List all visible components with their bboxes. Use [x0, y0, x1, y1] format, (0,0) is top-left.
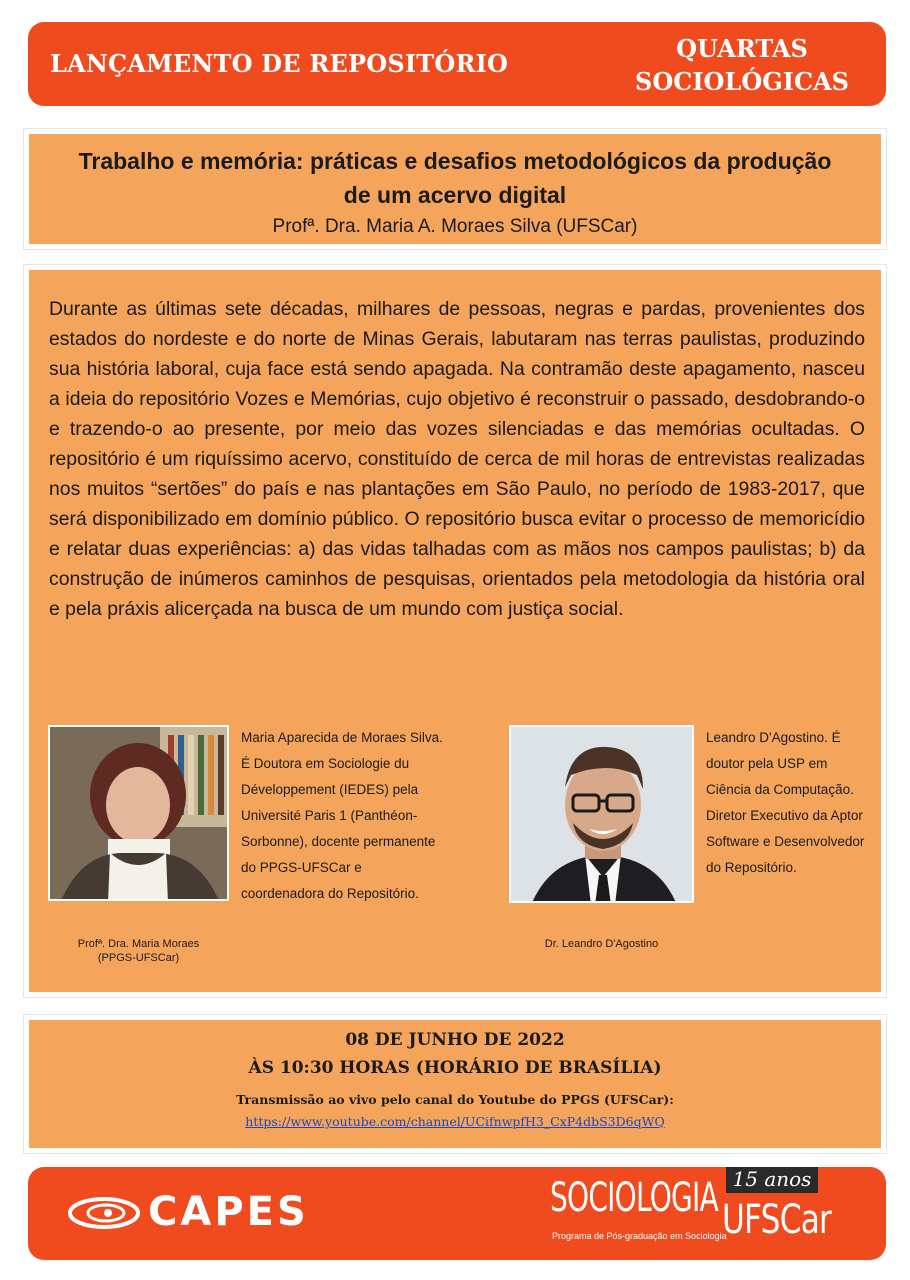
- caption-leandro-name: Dr. Leandro D'Agostino: [544, 938, 659, 950]
- top-banner: [28, 22, 886, 106]
- series-title-line2: SOCIOLÓGICAS: [634, 67, 850, 96]
- caption-maria-name: Profª. Dra. Maria Moraes: [77, 938, 200, 950]
- event-time: ÀS 10:30 HORAS (HORÁRIO DE BRASÍLIA): [248, 1058, 662, 1078]
- speaker-caption-leandro: [509, 937, 694, 951]
- banner-title: LANÇAMENTO DE REPOSITÓRIO: [50, 49, 509, 78]
- talk-speaker: Profª. Dra. Maria A. Moraes Silva (UFSCar): [272, 216, 638, 237]
- stream-info: Transmissão ao vivo pelo canal do Youtube do PPGS (UFSCar):: [236, 1092, 674, 1107]
- capes-logo-icon: [66, 1191, 146, 1235]
- speaker-photo-maria: [48, 725, 229, 901]
- series-title-line1: QUARTAS: [676, 34, 808, 63]
- talk-title: Trabalho e memória: práticas e desafios metodológicos da produção de um acervo digital: [78, 148, 832, 208]
- portrait-maria-illustration: [50, 727, 229, 901]
- speaker-bio-maria: Maria Aparecida de Moraes Silva. É Doutora em Sociologie du Développement (IEDES) pela Université Paris 1 (Panthéon-Sorbonne), docente permanente do PPGS-UFSCar e coordenadora do Repositório.: [241, 730, 443, 901]
- abstract-panel: [24, 265, 886, 997]
- anniversary-badge: 15 anos: [726, 1167, 818, 1193]
- talk-title-panel: [24, 129, 886, 249]
- speaker-caption-maria: [48, 937, 229, 965]
- capes-wordmark: CAPES: [148, 1189, 309, 1235]
- caption-maria-affiliation: (PPGS-UFSCar): [97, 952, 180, 964]
- sociologia-wordmark: SOCIOLOGIA: [550, 1175, 718, 1221]
- abstract-text: Durante as últimas sete décadas, milhares de pessoas, negras e pardas, provenientes dos estados do nordeste e do norte de Minas Gerais, labutaram nas terras paulistas, produzindo sua história laboral, cuja face está sendo apagada. Na contramão deste apagamento, nasceu a ideia do repositório Vozes e Memórias, cujo objetivo é reconstruir o passado, desdobrando-o e trazendo-o ao presente, por meio das vozes silenciadas e das memórias ocultadas. O repositório é um riquíssimo acervo, constituído de cerca de mil horas de entrevistas realizadas nos muitos “sertões” do país e nas plantações em São Paulo, no período de 1983-2017, que será disponibilizado em domínio público. O repositório busca evitar o processo de memoricídio e relatar duas experiências: a) das vidas talhadas com as mãos nos campos paulistas; b) da construção de inúmeros caminhos de pesquisas, orientados pela metodologia da história oral e pela práxis alicerçada na busca de um mundo com justiça social.: [49, 298, 865, 620]
- program-name: Programa de Pós-graduação em Sociologia: [552, 1231, 727, 1241]
- ufscar-wordmark: UFSCar: [722, 1197, 832, 1243]
- footer-banner: [28, 1167, 886, 1260]
- speaker-bio-leandro: Leandro D'Agostino. É doutor pela USP em Ciência da Computação. Diretor Executivo da Aptor Software e Desenvolvedor do Repositório.: [706, 730, 865, 875]
- portrait-leandro-illustration: [511, 727, 694, 903]
- series-title: [632, 32, 852, 98]
- event-date: 08 DE JUNHO DE 2022: [345, 1030, 565, 1050]
- youtube-link[interactable]: https://www.youtube.com/channel/UCifnwpfH3_CxP4dbS3D6qWQ: [245, 1114, 665, 1129]
- event-details-panel: [24, 1015, 886, 1153]
- speaker-photo-leandro: [509, 725, 694, 903]
